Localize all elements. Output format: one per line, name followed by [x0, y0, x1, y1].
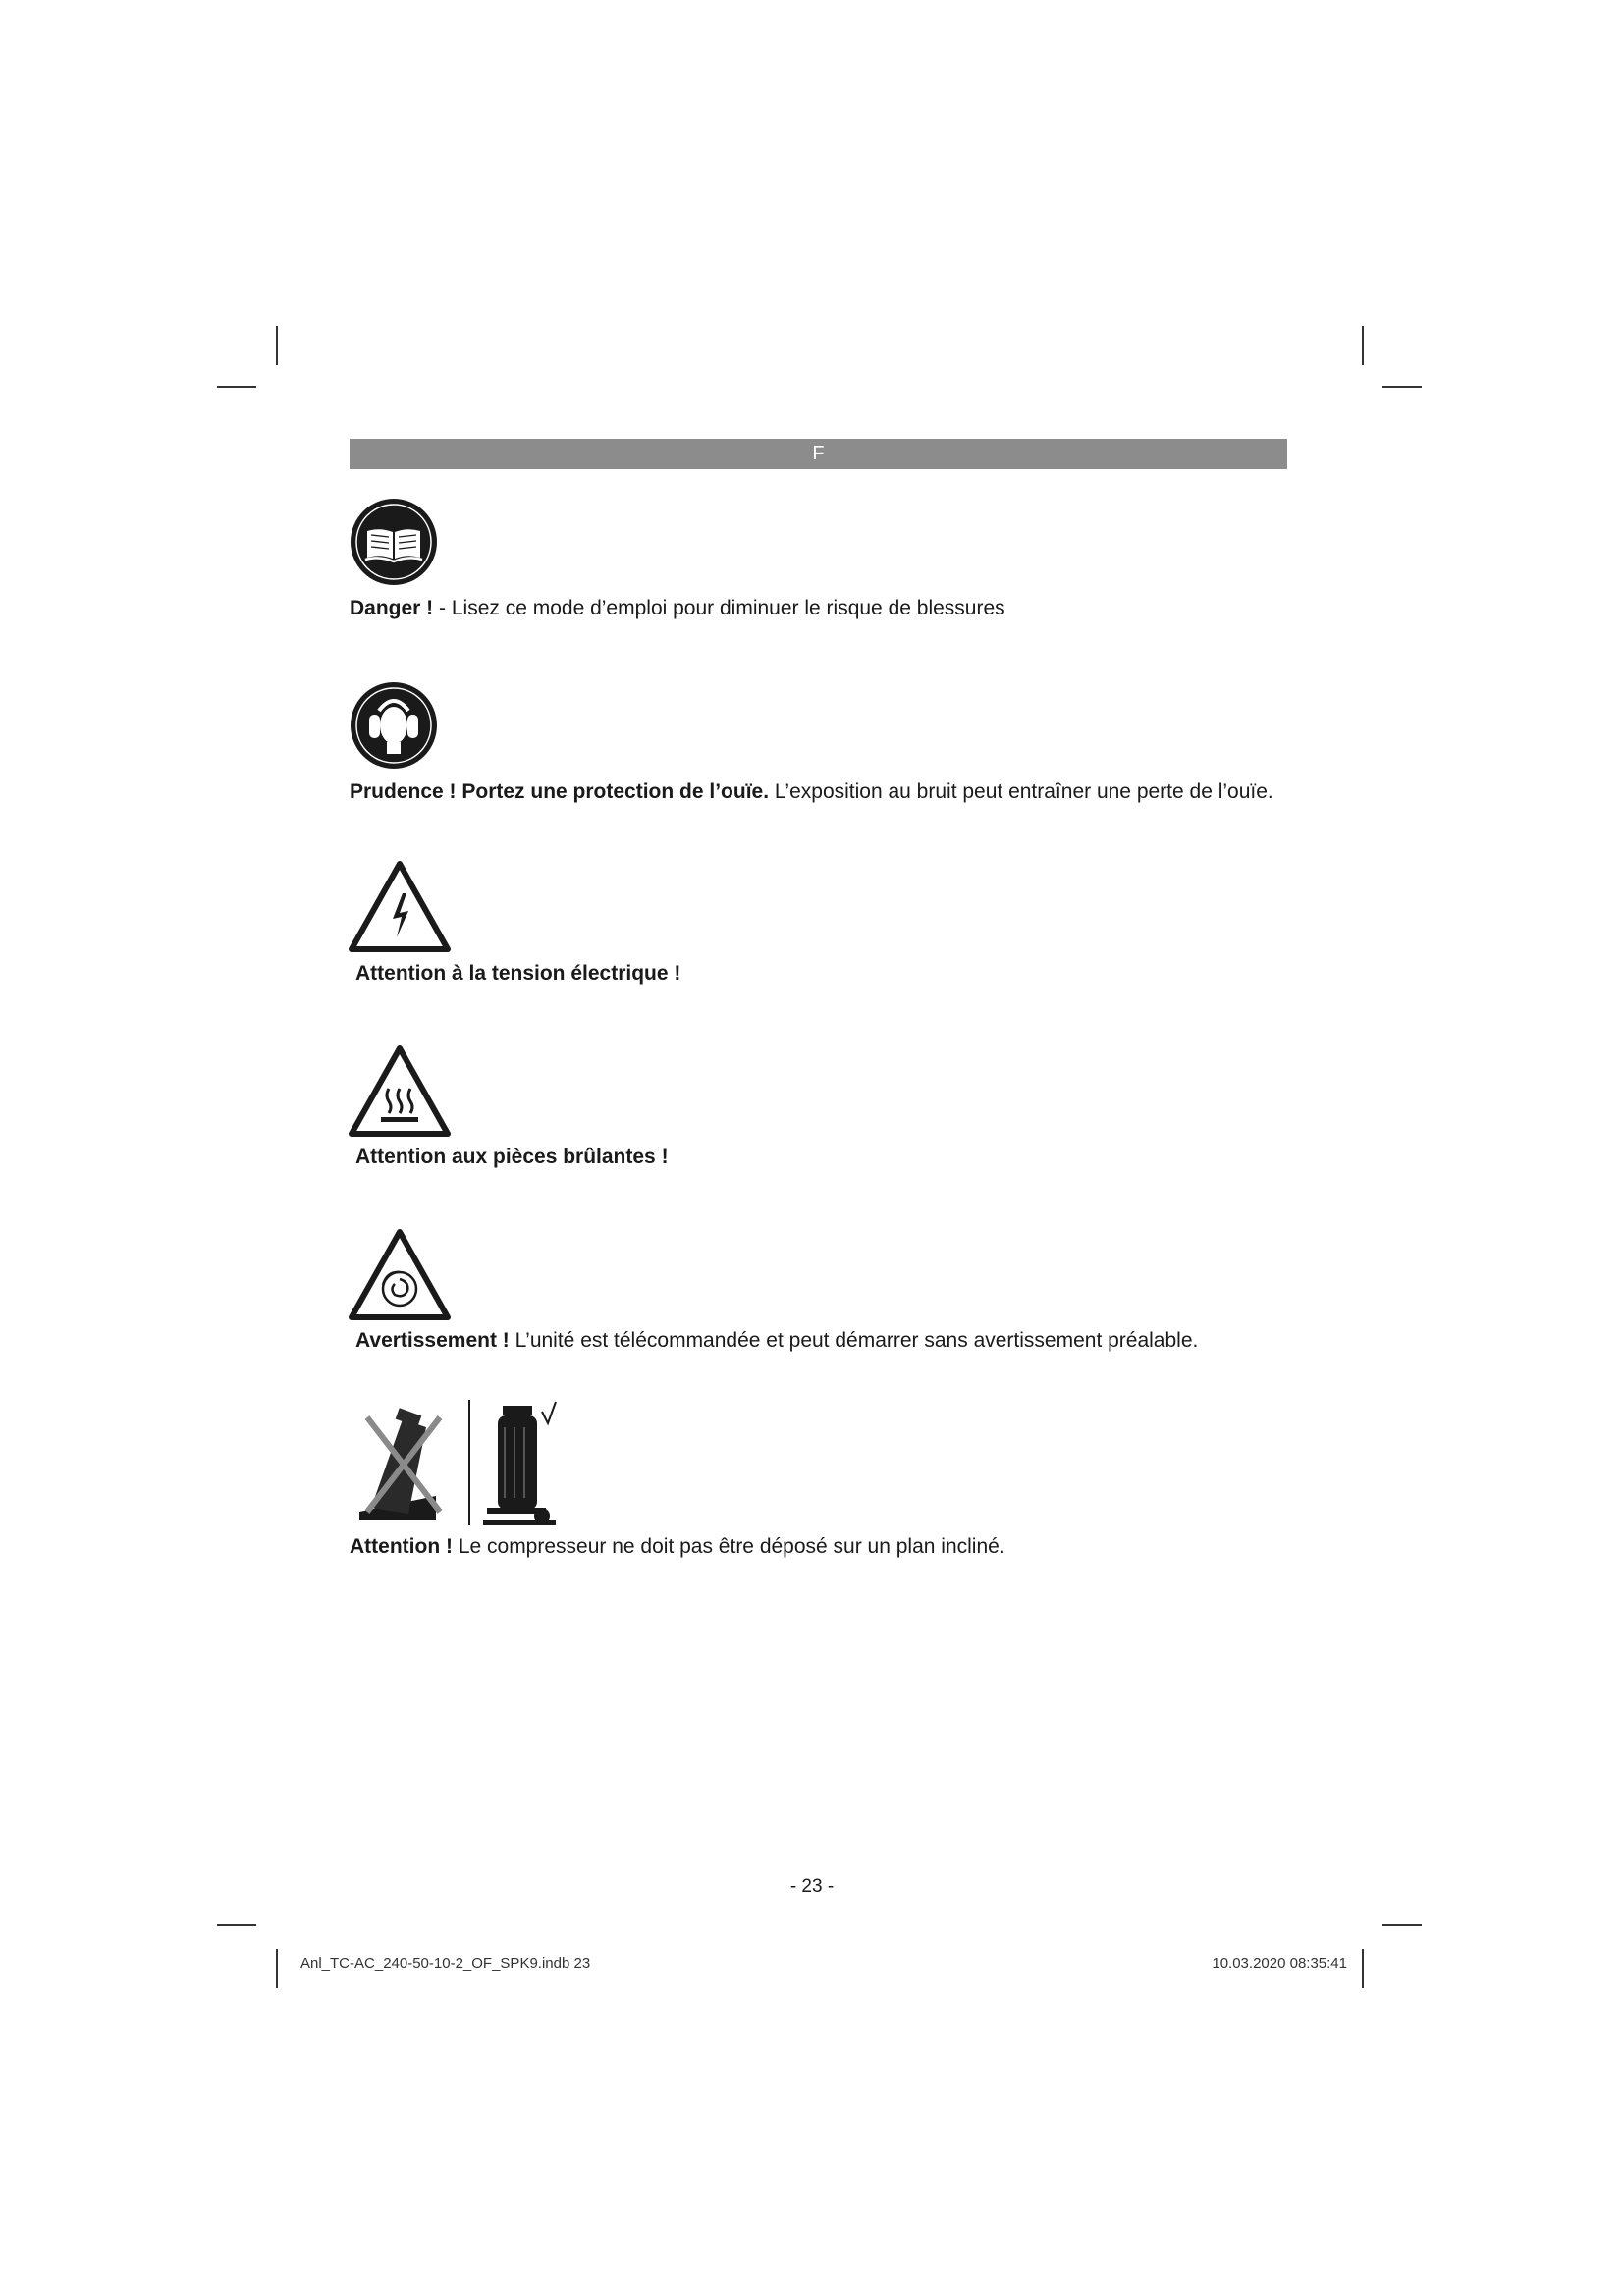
- warning-text: [350, 779, 1273, 805]
- ear-protection-icon: [350, 681, 438, 770]
- electric-hazard-icon: [348, 860, 452, 954]
- warning-description: L’exposition au bruit peut entraîner une perte de l’ouïe.: [769, 780, 1273, 803]
- section-letter: F: [812, 443, 825, 464]
- footer-timestamp: 10.03.2020 08:35:41: [1212, 1955, 1347, 1972]
- warning-description: L’unité est télécommandée et peut démarrer sans avertissement préalable.: [509, 1329, 1199, 1352]
- warning-text: [350, 596, 1005, 621]
- page-number: - 23 -: [789, 1876, 835, 1896]
- crop-mark: [1382, 1924, 1422, 1926]
- crop-mark: [276, 326, 278, 365]
- crop-mark: [276, 1949, 278, 1988]
- warning-description: Le compresseur ne doit pas être déposé sur un plan incliné.: [452, 1535, 1005, 1558]
- automatic-start-icon: [348, 1228, 452, 1322]
- crop-mark: [1362, 1949, 1364, 1988]
- section-header-bar: [350, 439, 1287, 469]
- no-incline-icon: [355, 1398, 562, 1527]
- warning-text: [350, 1534, 1005, 1560]
- footer-filename: Anl_TC-AC_240-50-10-2_OF_SPK9.indb 23: [300, 1955, 591, 1972]
- warning-description: - Lisez ce mode d’emploi pour diminuer le risque de blessures: [433, 597, 1005, 619]
- warning-label: Attention à la tension électrique !: [355, 962, 681, 985]
- warning-label: Danger !: [350, 597, 434, 619]
- warning-label: Avertissement !: [355, 1329, 510, 1352]
- warning-text: [355, 1328, 1198, 1354]
- warning-label: Attention aux pièces brûlantes !: [355, 1146, 669, 1168]
- crop-mark: [217, 386, 256, 388]
- warning-text: [355, 961, 680, 987]
- read-manual-icon: [350, 498, 438, 586]
- crop-mark: [1382, 386, 1422, 388]
- crop-mark: [1362, 326, 1364, 365]
- warning-label: Prudence ! Portez une protection de l’ouïe.: [350, 780, 770, 803]
- warning-text: [355, 1145, 669, 1170]
- hot-surface-icon: [348, 1044, 452, 1139]
- warning-label: Attention !: [350, 1535, 453, 1558]
- crop-mark: [217, 1924, 256, 1926]
